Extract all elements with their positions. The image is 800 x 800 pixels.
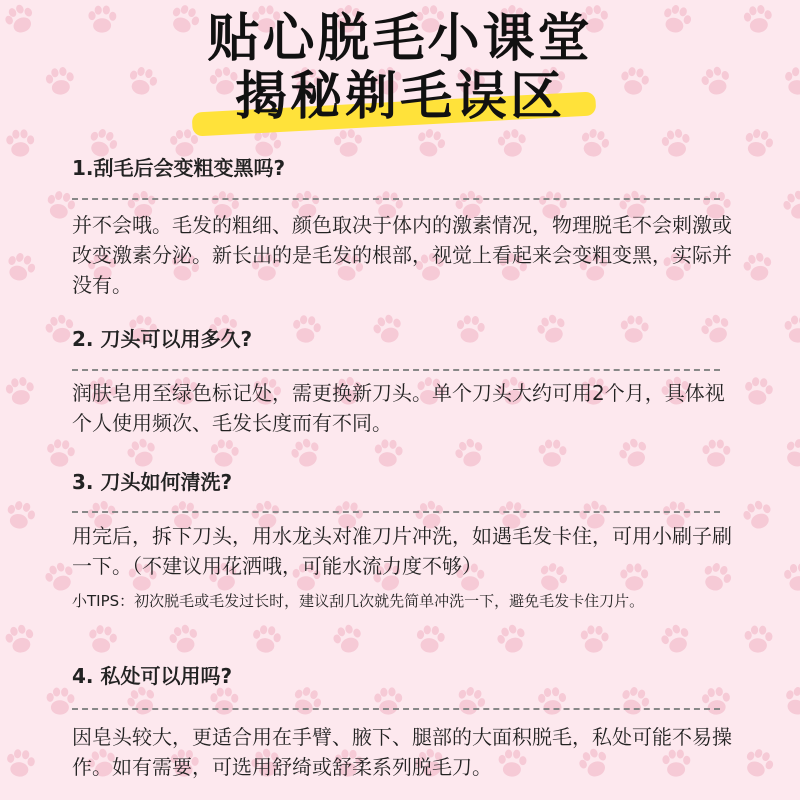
paw-print-icon: [371, 312, 406, 347]
title-line-1: 贴心脱毛小课堂: [207, 9, 593, 69]
paw-print-icon: [698, 311, 734, 347]
answer-2: 润肤皂用至绿色标记处，需更换新刀头。单个刀头大约可用2个月，具体视个人使用频次、毛发长度而有不同。: [72, 381, 725, 435]
paw-print-icon: [781, 684, 800, 718]
paw-print-icon: [740, 497, 776, 532]
paw-print-icon: [210, 687, 238, 714]
paw-print-icon: [4, 499, 37, 532]
paw-print-icon: [87, 624, 119, 655]
paw-print-icon: [534, 311, 570, 346]
tips-note: 小TIPS：初次脱毛或毛发过长时，建议刮几次就先简单冲洗一下，避免毛发卡住刀片。: [72, 592, 645, 610]
divider: [72, 369, 720, 371]
page-title: [0, 8, 800, 70]
question-2: 2. 刀头可以用多久?: [72, 327, 253, 351]
paw-print-icon: [3, 250, 38, 285]
paw-print-icon: [289, 683, 325, 719]
paw-print-icon: [580, 625, 609, 653]
paw-print-icon: [496, 128, 528, 159]
paw-print-icon: [741, 745, 777, 781]
paw-print-icon: [616, 435, 653, 471]
paw-print-icon: [6, 129, 35, 157]
paw-print-icon: [3, 622, 37, 655]
answer-4: 因皂头较大，更适合用在手臂、腋下、腿部的大面积脱毛，私处可能不易操作。如有需要，可选用舒绮或舒柔系列脱毛刀。: [72, 725, 732, 779]
paw-print-icon: [288, 435, 324, 470]
answer-1: 并不会哦。毛发的粗细、颜色取决于体内的激素情况，物理脱毛不会刺激或改变激素分泌。新长出的是毛发的根部，视觉上看起来会变粗变黑，实际并没有。: [72, 213, 732, 297]
paw-print-icon: [374, 439, 403, 467]
paw-print-icon: [413, 126, 448, 160]
question-1: 1.刮毛后会变粗变黑吗?: [72, 156, 286, 180]
paw-print-icon: [455, 314, 485, 343]
paw-print-icon: [4, 376, 36, 407]
paw-print-icon: [741, 250, 775, 283]
paw-print-icon: [743, 376, 774, 406]
paw-print-icon: [660, 127, 693, 159]
paw-print-icon: [251, 624, 282, 654]
paw-print-icon: [453, 684, 489, 719]
paw-print-icon: [333, 128, 364, 158]
paw-print-icon: [617, 684, 652, 719]
paw-print-icon: [415, 624, 445, 653]
answer-3: 用完后，拆下刀头，用水龙头对准刀片冲洗，如遇毛发卡住，可用小刷子刷一下。（不建议用花洒哦，可能水流力度不够）: [72, 524, 732, 578]
paw-print-icon: [658, 621, 694, 657]
divider: [72, 198, 720, 200]
paw-print-icon: [5, 748, 36, 778]
paw-print-icon: [374, 687, 403, 715]
paw-print-icon: [209, 438, 239, 467]
paw-print-icon: [167, 622, 202, 656]
paw-print-icon: [291, 314, 322, 344]
divider: [72, 511, 720, 513]
paw-print-icon: [744, 625, 772, 652]
paw-print-icon: [537, 686, 567, 715]
question-4: 4. 私处可以用吗?: [72, 664, 233, 688]
paw-print-icon: [46, 687, 74, 714]
paw-print-icon: [538, 439, 566, 466]
paw-print-icon: [620, 315, 649, 343]
paw-print-icon: [331, 622, 366, 657]
paw-print-icon: [781, 435, 800, 471]
page-subtitle: [0, 66, 800, 128]
divider: [72, 708, 720, 710]
paw-print-icon: [702, 439, 730, 466]
paw-print-icon: [578, 127, 612, 160]
paw-print-icon: [701, 686, 732, 716]
paw-print-icon: [742, 127, 775, 160]
question-3: 3. 刀头如何清洗?: [72, 470, 233, 494]
paw-print-icon: [494, 621, 530, 656]
paw-print-icon: [780, 187, 800, 222]
paw-print-icon: [452, 435, 488, 471]
paw-print-icon: [783, 562, 800, 591]
title-line-2: 揭秘剃毛误区: [234, 67, 565, 127]
paw-print-icon: [45, 438, 76, 468]
paw-print-icon: [784, 315, 800, 342]
